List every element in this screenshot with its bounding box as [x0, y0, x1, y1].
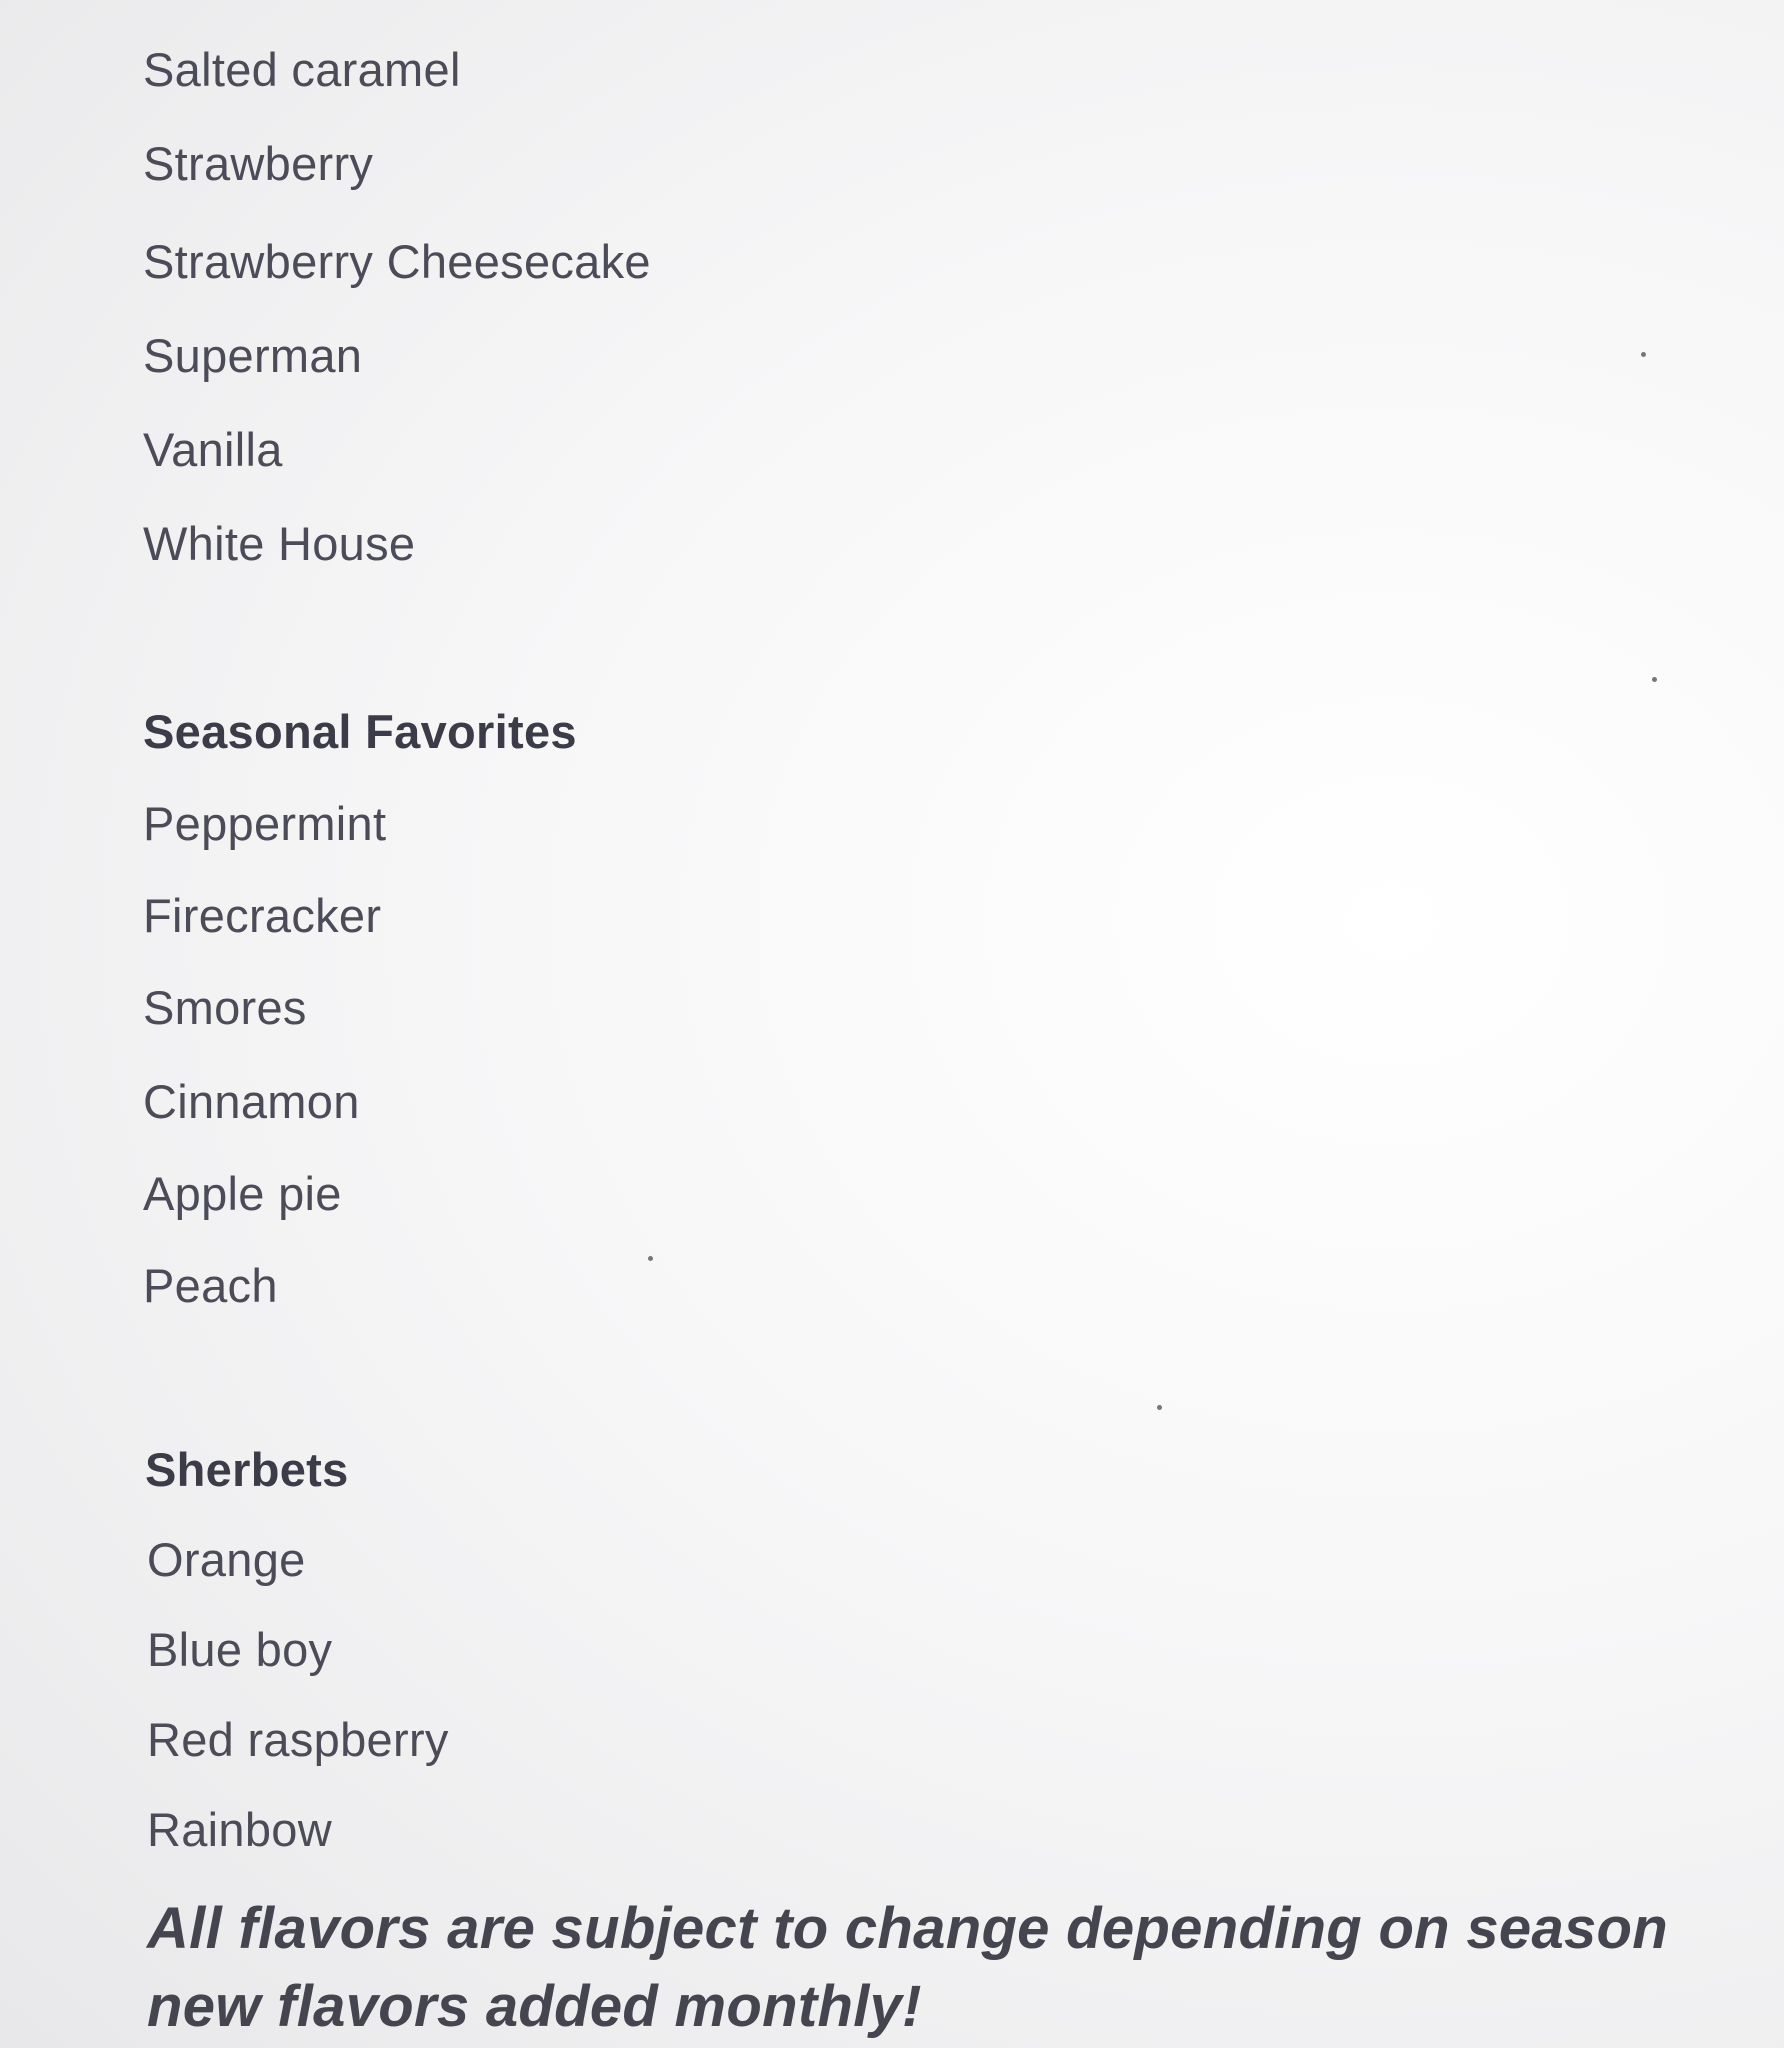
seasonal-item: Firecracker — [143, 889, 382, 942]
seasonal-favorites-heading: Seasonal Favorites — [143, 705, 577, 758]
sherbet-item: Blue boy — [147, 1623, 333, 1676]
flavor-item: Superman — [143, 329, 363, 382]
seasonal-item: Smores — [143, 981, 307, 1034]
seasonal-item: Peppermint — [143, 797, 387, 850]
flavor-change-note: All flavors are subject to change depending on season — [147, 1896, 1669, 1961]
flavor-item: White House — [143, 517, 416, 570]
new-flavors-note: new flavors added monthly! — [147, 1974, 922, 2039]
flavor-item: Salted caramel — [143, 43, 461, 96]
flavor-item: Strawberry Cheesecake — [143, 235, 651, 288]
seasonal-item: Apple pie — [143, 1167, 342, 1220]
sherbet-item: Orange — [147, 1533, 306, 1586]
paper-speck — [648, 1256, 653, 1261]
sherbet-item: Red raspberry — [147, 1713, 449, 1766]
flavor-item: Strawberry — [143, 137, 374, 190]
paper-speck — [1157, 1405, 1162, 1410]
seasonal-item: Peach — [143, 1259, 278, 1312]
sherbet-item: Rainbow — [147, 1803, 332, 1856]
paper-speck — [1652, 677, 1657, 682]
flavor-item: Vanilla — [143, 423, 283, 476]
sherbets-heading: Sherbets — [145, 1443, 349, 1496]
paper-speck — [1641, 352, 1646, 357]
seasonal-item: Cinnamon — [143, 1075, 360, 1128]
